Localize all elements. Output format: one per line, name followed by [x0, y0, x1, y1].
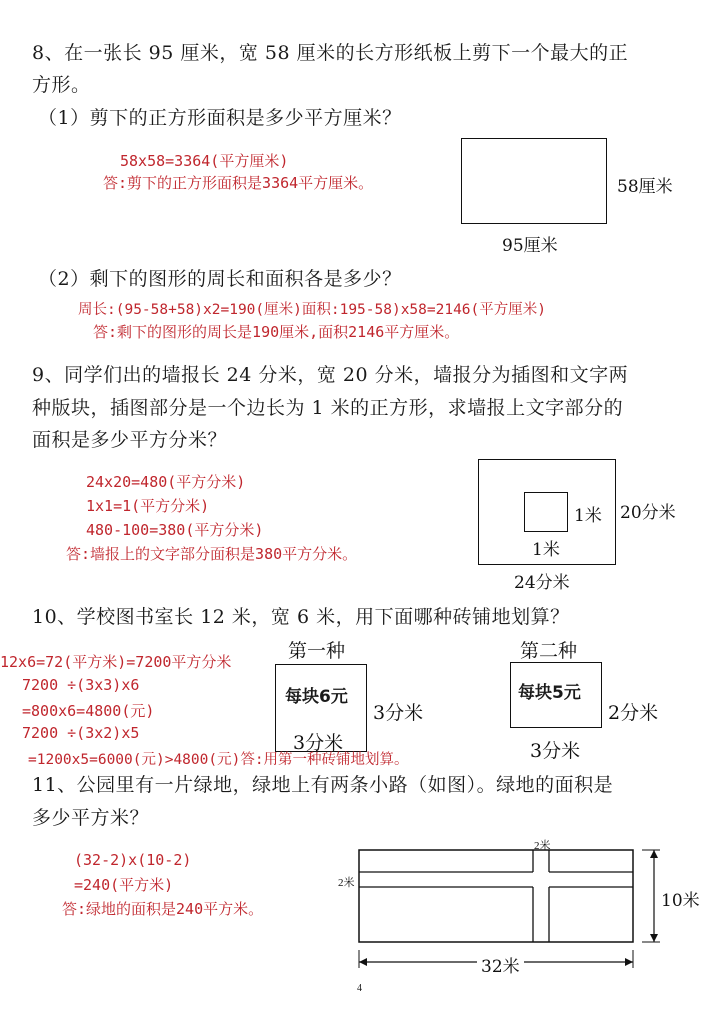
q9-inner-bottom-label: 1米 — [532, 540, 560, 560]
q10-answer-line1: 12x6=72(平方米)=7200平方分米 — [0, 653, 232, 671]
q9-answer-line1: 24x20=480(平方分米) — [86, 473, 246, 491]
q8-answer2-line2: 答:剩下的图形的周长是190厘米,面积2146平方厘米。 — [93, 323, 460, 341]
q8-answer1-line1: 58x58=3364(平方厘米) — [120, 152, 289, 170]
q10-answer-line4: 7200 ÷(3x2)x5 — [22, 724, 140, 742]
q10-answer-line2: 7200 ÷(3x3)x6 — [22, 676, 140, 694]
q9-answer-line3: 480-100=380(平方分米) — [86, 521, 264, 539]
page-number: 4 — [357, 983, 362, 994]
q10-answer-line3: =800x6=4800(元) — [22, 702, 155, 720]
q10-text: 10、学校图书室长 12 米，宽 6 米，用下面哪种砖铺地划算？ — [32, 606, 570, 628]
q10-tile1-bottom-label: 3分米 — [293, 732, 344, 754]
q11-figure-height-label: 10米 — [661, 886, 700, 911]
q10-tile1-title: 第一种 — [288, 640, 346, 662]
q8-text-line1: 8、在一张长 95 厘米，宽 58 厘米的长方形纸板上剪下一个最大的正 — [32, 42, 629, 64]
q8-answer1-line2: 答:剪下的正方形面积是3364平方厘米。 — [103, 174, 374, 192]
q8-part2-question: （2）剩下的图形的周长和面积各是多少？ — [38, 268, 402, 290]
q10-tile2-price: 每块5元 — [518, 683, 581, 703]
q11-path-top-label: 2米 — [534, 840, 551, 852]
q9-figure-height-label: 20分米 — [620, 503, 676, 523]
q11-lawn-outline — [359, 850, 633, 942]
q8-text-line2: 方形。 — [32, 74, 91, 96]
q9-inner-side-label: 1米 — [574, 506, 602, 526]
q10-tile2-title: 第二种 — [520, 640, 578, 662]
q8-part1-question: （1）剪下的正方形面积是多少平方厘米？ — [38, 107, 402, 129]
q11-path-left-label: 2米 — [338, 877, 355, 889]
q10-tile2-bottom-label: 3分米 — [530, 740, 581, 762]
q9-answer-line2: 1x1=1(平方分米) — [86, 497, 210, 515]
q11-answer-line1: (32-2)x(10-2) — [74, 851, 192, 869]
q11-text-line1: 11、公园里有一片绿地，绿地上有两条小路（如图）。绿地的面积是 — [32, 774, 614, 796]
q10-tile2-side-label: 2分米 — [608, 702, 659, 724]
q9-text-line1: 9、同学们出的墙报长 24 分米，宽 20 分米，墙报分为插图和文字两 — [32, 364, 629, 386]
q8-answer2-line1: 周长:(95-58+58)x2=190(厘米)面积:195-58)x58=2146(平方厘米) — [78, 302, 546, 318]
q11-figure-width-label: 32米 — [477, 952, 524, 977]
q9-text-line3: 面积是多少平方分米？ — [32, 429, 228, 451]
q11-text-line2: 多少平方米？ — [32, 807, 150, 829]
q11-answer-line3: 答:绿地的面积是240平方米。 — [62, 900, 264, 918]
q8-figure-width-label: 95厘米 — [502, 236, 558, 256]
q9-answer-line4: 答:墙报上的文字部分面积是380平方分米。 — [66, 545, 358, 563]
q8-figure-height-label: 58厘米 — [617, 177, 673, 197]
q10-answer-line5: =1200x5=6000(元)>4800(元)答:用第一种砖铺地划算。 — [28, 752, 409, 768]
q9-figure-width-label: 24分米 — [514, 573, 570, 593]
q11-answer-line2: =240(平方米) — [74, 876, 174, 894]
q10-tile1-price: 每块6元 — [285, 687, 348, 707]
q9-text-line2: 种版块，插图部分是一个边长为 1 米的正方形，求墙报上文字部分的 — [32, 397, 624, 419]
q10-tile1-side-label: 3分米 — [373, 702, 424, 724]
